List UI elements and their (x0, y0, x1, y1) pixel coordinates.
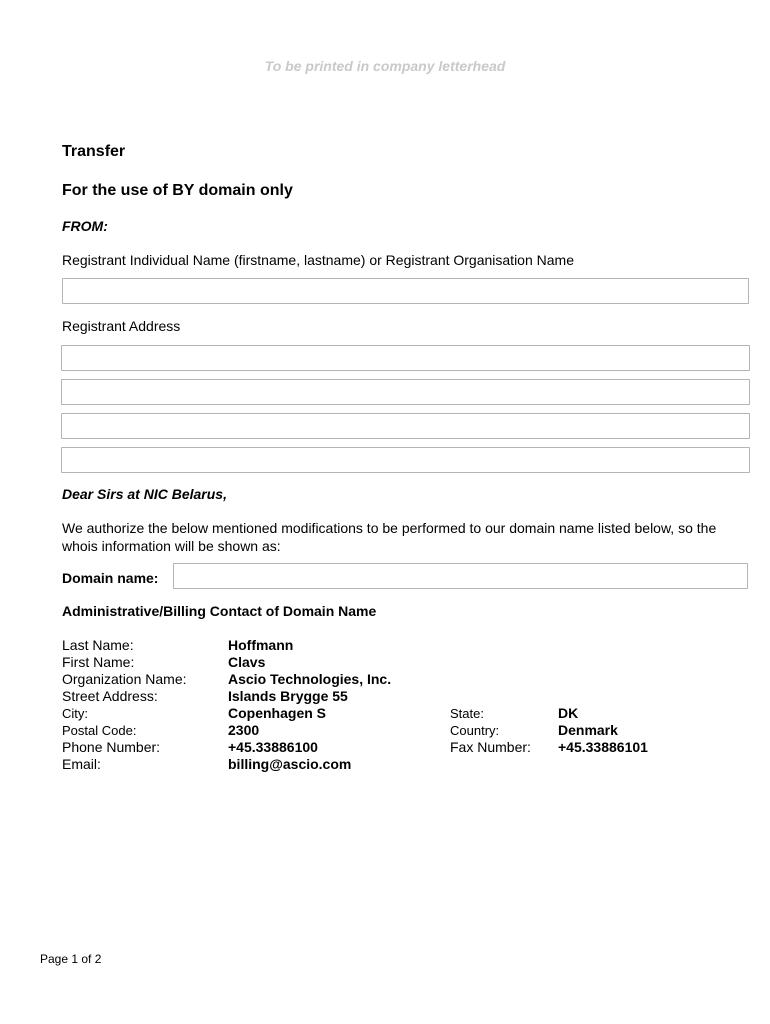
registrant-name-label: Registrant Individual Name (firstname, lastname) or Registrant Organisation Name (62, 252, 574, 268)
letterhead-note: To be printed in company letterhead (264, 58, 506, 74)
postal-label: Postal Code: (62, 723, 137, 738)
postal-value: 2300 (228, 722, 260, 738)
registrant-address-line-4[interactable] (61, 447, 750, 473)
city-label: City: (62, 706, 88, 721)
contact-section-title: Administrative/Billing Contact of Domain Name (62, 603, 377, 619)
registrant-address-line-1[interactable] (61, 345, 750, 371)
contact-labels (62, 637, 187, 773)
fax-value: +45.33886101 (558, 739, 648, 755)
authorization-text: We authorize the below mentioned modifications to be performed to our domain name listed below, so the whois information will be shown as: (62, 520, 717, 554)
organization-label: Organization Name: (62, 671, 187, 687)
registrant-name-field[interactable] (62, 278, 749, 304)
page-title: Transfer (62, 143, 126, 160)
contact-values-right (558, 705, 648, 756)
fax-label: Fax Number: (450, 739, 531, 755)
registrant-address-line-3[interactable] (61, 413, 750, 439)
email-value: billing@ascio.com (228, 756, 352, 772)
street-label: Street Address: (62, 688, 158, 704)
first-name-value: Clavs (228, 654, 266, 670)
page-number: Page 1 of 2 (40, 952, 102, 966)
street-value: Islands Brygge 55 (228, 688, 348, 704)
from-label: FROM: (62, 218, 108, 234)
domain-name-label: Domain name: (62, 570, 159, 586)
country-value: Denmark (558, 722, 618, 738)
state-value: DK (558, 705, 579, 721)
registrant-address-label: Registrant Address (62, 318, 181, 334)
page-subtitle: For the use of BY domain only (62, 182, 293, 199)
city-value: Copenhagen S (228, 705, 327, 721)
state-label: State: (450, 706, 484, 721)
email-label: Email: (62, 756, 101, 772)
salutation: Dear Sirs at NIC Belarus, (62, 486, 227, 502)
organization-value: Ascio Technologies, Inc. (228, 671, 392, 687)
first-name-label: First Name: (62, 654, 135, 670)
contact-values (228, 637, 391, 773)
phone-label: Phone Number: (62, 739, 161, 755)
contact-labels-right (450, 705, 531, 756)
last-name-value: Hoffmann (228, 637, 294, 653)
last-name-label: Last Name: (62, 637, 134, 653)
phone-value: +45.33886100 (228, 739, 318, 755)
domain-name-field[interactable] (173, 563, 748, 589)
registrant-address-line-2[interactable] (61, 379, 750, 405)
country-label: Country: (450, 723, 500, 738)
